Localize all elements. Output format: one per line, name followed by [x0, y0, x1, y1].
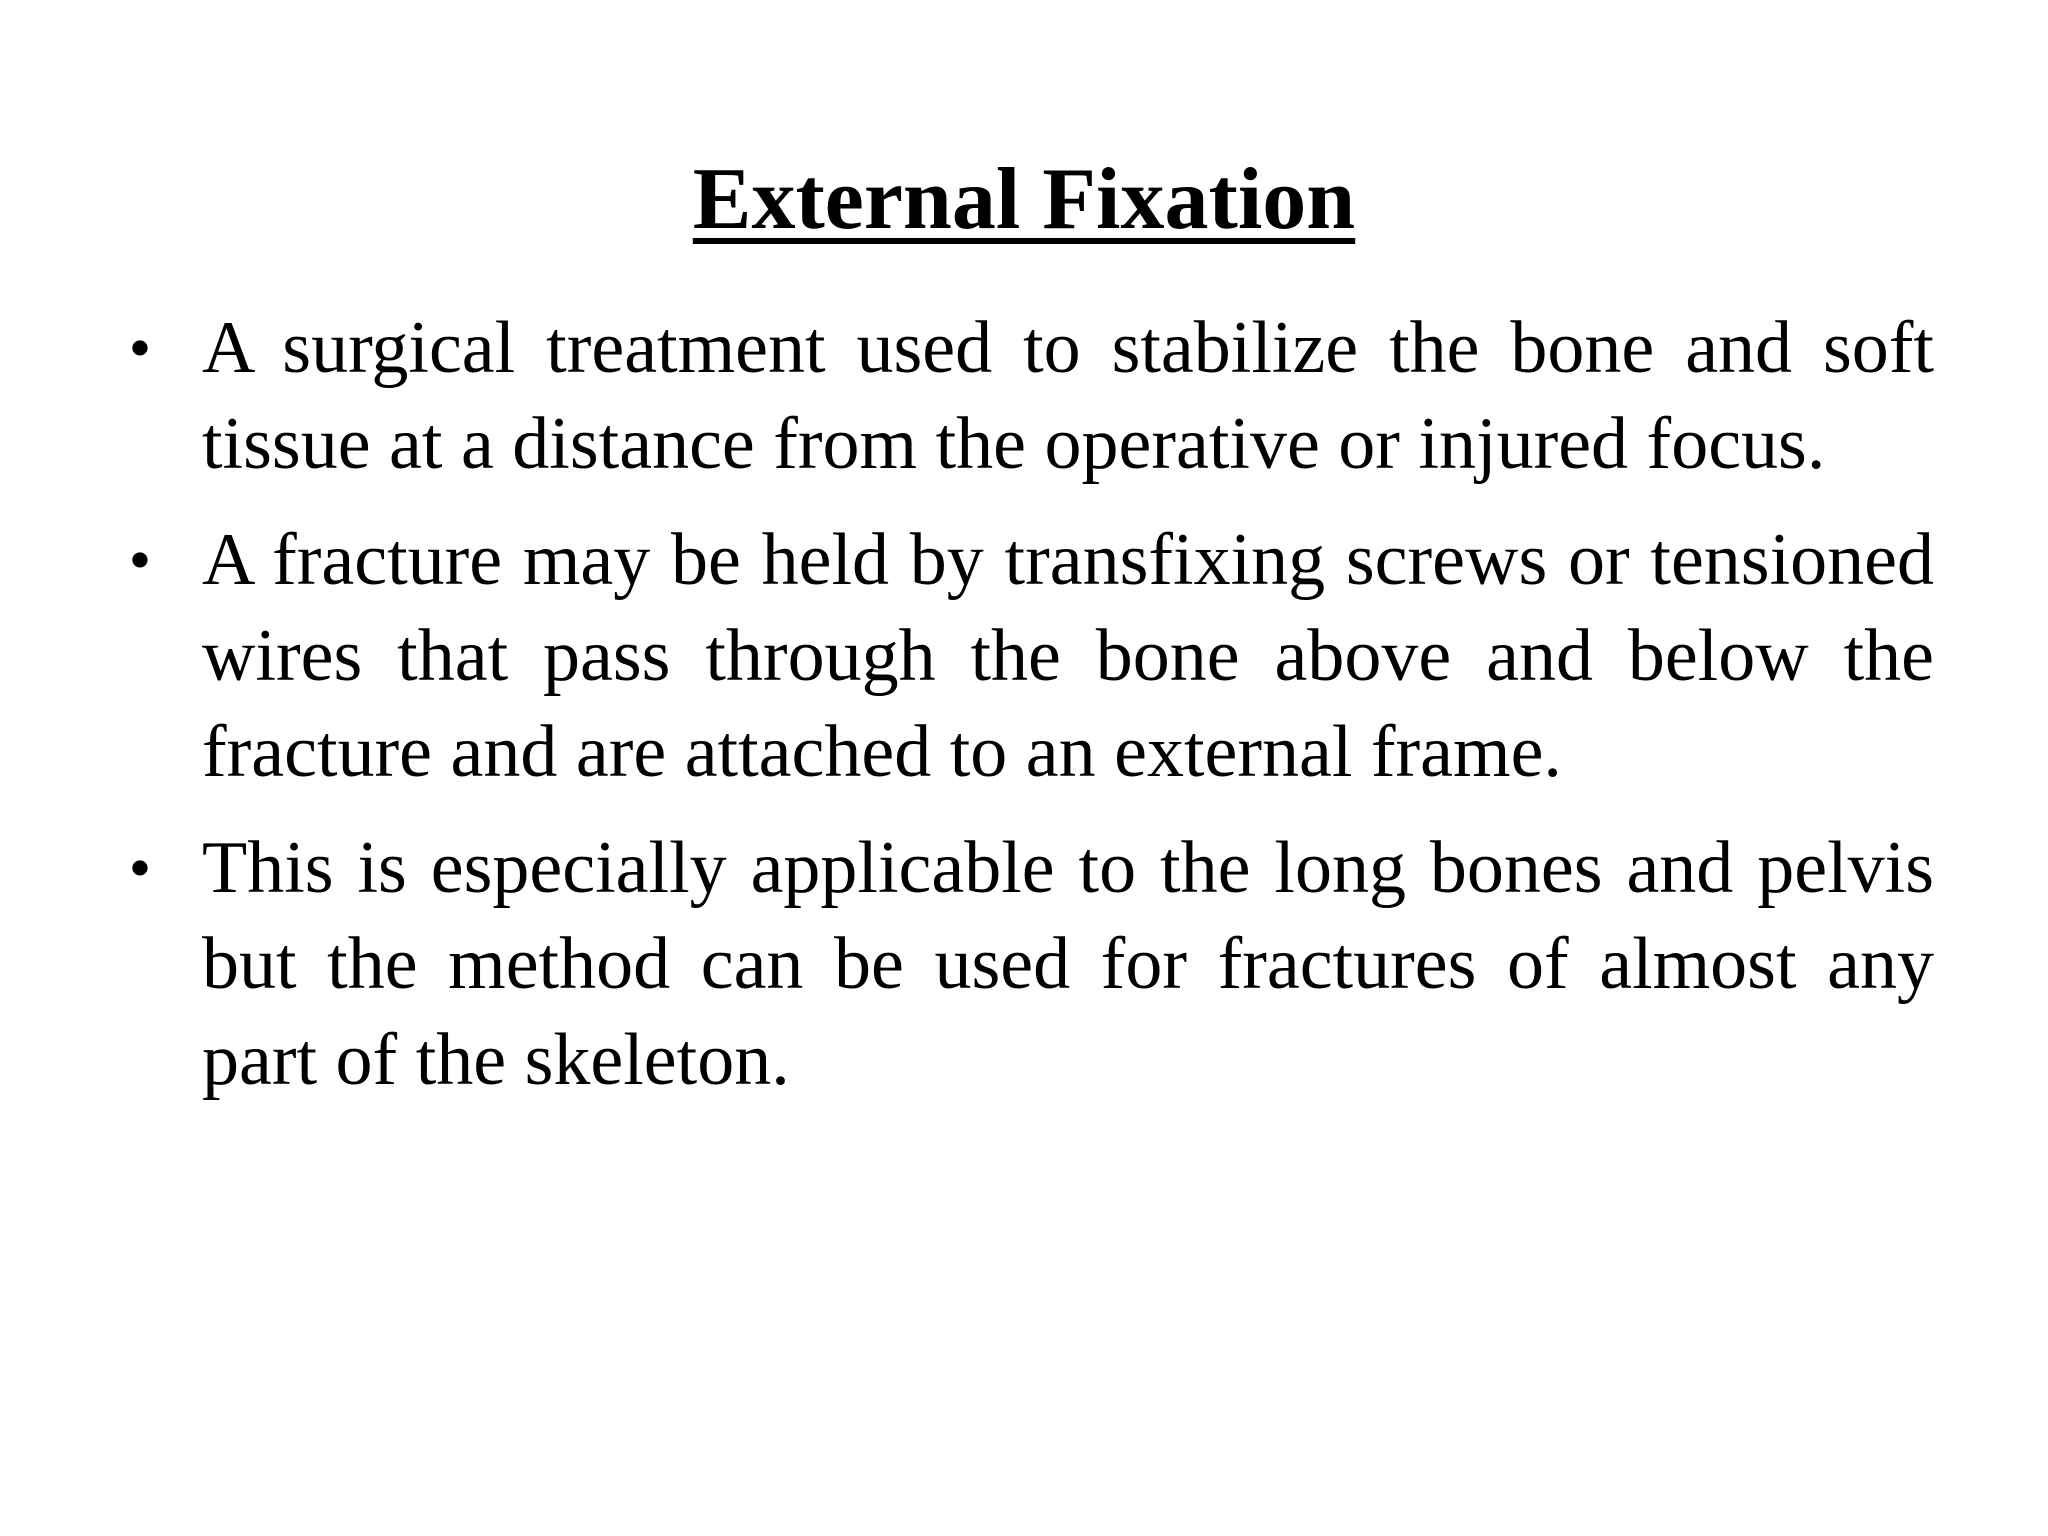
bullet-text: This is especially applicable to the long bones and pelvis but the method can be used for fractures of almost any part of the skeleton. [202, 827, 1934, 1101]
bullet-text: A surgical treatment used to stabilize the bone and soft tissue at a distance from the operative or injured focus. [202, 307, 1934, 485]
bullet-dot-icon: • [128, 312, 152, 383]
bullet-dot-icon: • [128, 832, 152, 903]
bullet-item [120, 512, 1934, 800]
bullet-item [120, 820, 1934, 1108]
bullet-list [120, 300, 1934, 1128]
bullet-text: A fracture may be held by transfixing screws or tensioned wires that pass through the bone above and below the fracture and are attached to an external frame. [202, 519, 1934, 793]
slide-title: External Fixation [692, 151, 1356, 248]
bullet-item [120, 300, 1934, 492]
bullet-dot-icon: • [128, 524, 152, 595]
